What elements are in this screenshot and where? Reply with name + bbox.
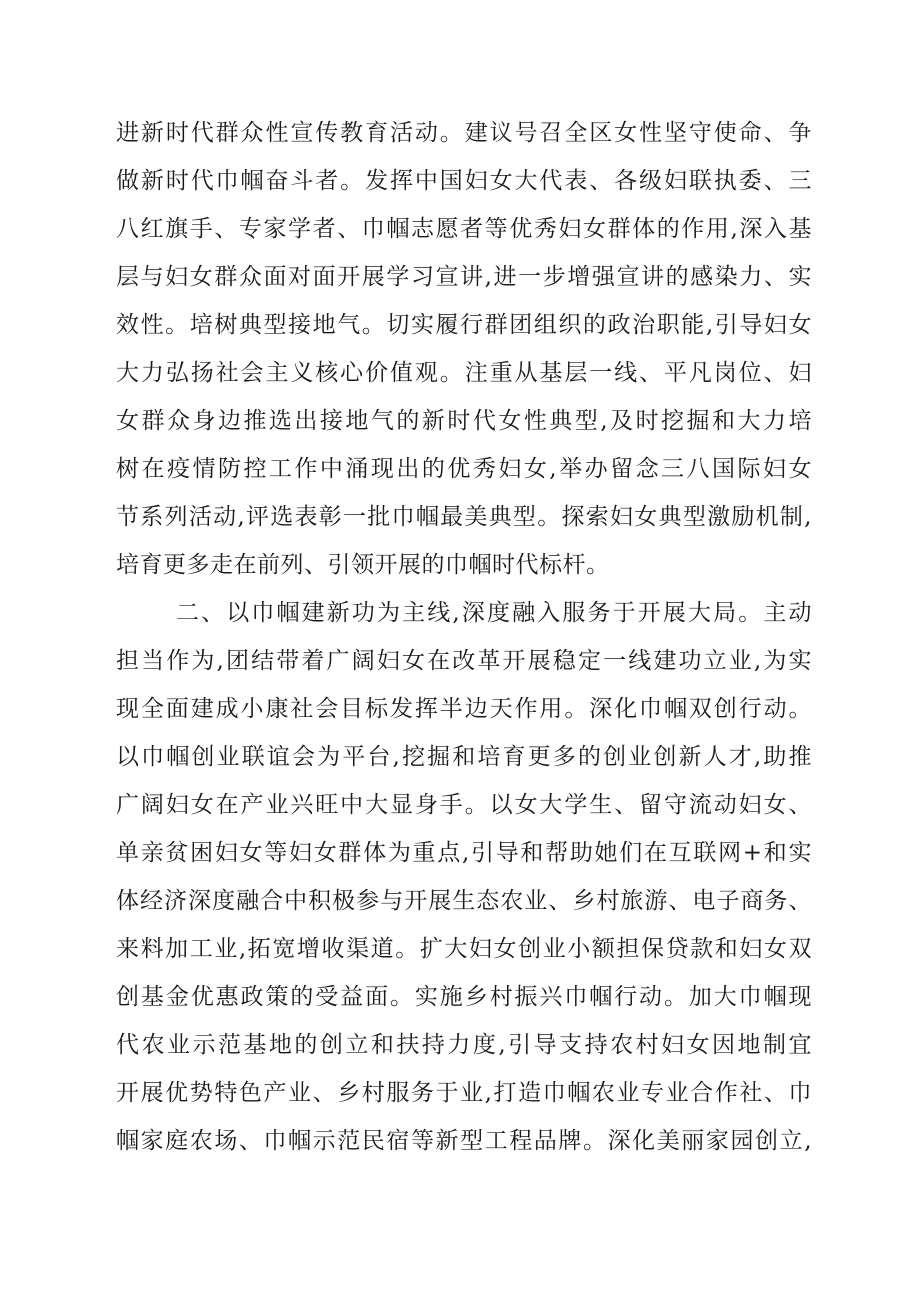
text-line: 层与妇女群众面对面开展学习宣讲,进一步增强宣讲的感染力、实 xyxy=(116,264,812,290)
text-line: 来料加工业,拓宽增收渠道。扩大妇女创业小额担保贷款和妇女双 xyxy=(116,936,812,962)
text-line: 大力弘扬社会主义核心价值观。注重从基层一线、平凡岗位、妇 xyxy=(116,360,812,386)
text-line: 节系列活动,评选表彰一批巾帼最美典型。探索妇女典型激励机制, xyxy=(116,504,812,530)
text-line: 效性。培树典型接地气。切实履行群团组织的政治职能,引导妇女 xyxy=(116,312,812,338)
text-line: 培育更多走在前列、引领开展的巾帼时代标杆。 xyxy=(116,552,610,578)
text-line: 女群众身边推选出接地气的新时代女性典型,及时挖掘和大力培 xyxy=(116,408,812,434)
text-line: 代农业示范基地的创立和扶持力度,引导支持农村妇女因地制宜 xyxy=(116,1032,812,1058)
text-line: 广阔妇女在产业兴旺中大显身手。以女大学生、留守流动妇女、 xyxy=(116,792,812,818)
section-heading-line: 二、以巾帼建新功为主线,深度融入服务于开展大局。主动 xyxy=(176,600,812,626)
text-line: 单亲贫困妇女等妇女群体为重点,引导和帮助她们在互联网+和实 xyxy=(116,840,812,866)
text-line: 开展优势特色产业、乡村服务于业,打造巾帼农业专业合作社、巾 xyxy=(116,1080,812,1106)
text-line: 以巾帼创业联谊会为平台,挖掘和培育更多的创业创新人才,助推 xyxy=(116,744,812,770)
text-line: 八红旗手、专家学者、巾帼志愿者等优秀妇女群体的作用,深入基 xyxy=(116,216,812,242)
text-line: 创基金优惠政策的受益面。实施乡村振兴巾帼行动。加大巾帼现 xyxy=(116,984,812,1010)
text-line: 树在疫情防控工作中涌现出的优秀妇女,举办留念三八国际妇女 xyxy=(116,456,812,482)
text-line: 担当作为,团结带着广阔妇女在改革开展稳定一线建功立业,为实 xyxy=(116,648,812,674)
text-line: 现全面建成小康社会目标发挥半边天作用。深化巾帼双创行动。 xyxy=(116,696,812,722)
text-line: 帼家庭农场、巾帼示范民宿等新型工程品牌。深化美丽家园创立, xyxy=(116,1128,812,1154)
text-line: 进新时代群众性宣传教育活动。建议号召全区女性坚守使命、争 xyxy=(116,120,812,146)
text-line: 体经济深度融合中积极参与开展生态农业、乡村旅游、电子商务、 xyxy=(116,888,812,914)
text-line: 做新时代巾帼奋斗者。发挥中国妇女大代表、各级妇联执委、三 xyxy=(116,168,812,194)
